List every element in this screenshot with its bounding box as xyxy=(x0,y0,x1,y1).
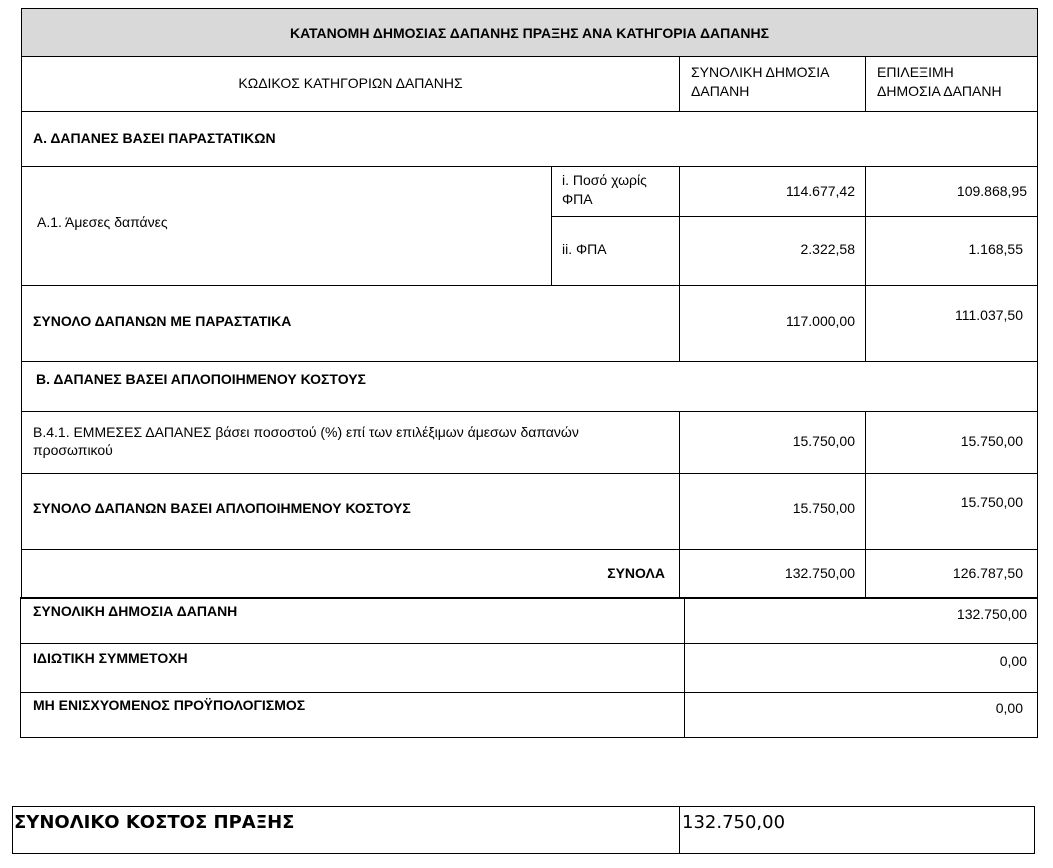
b41-label-cell xyxy=(21,411,680,474)
sum-a-label: ΣΥΝΟΛΟ ΔΑΠΑΝΩΝ ΜΕ ΠΑΡΑΣΤΑΤΙΚΑ xyxy=(33,313,292,329)
totals-label: ΣΥΝΟΛΑ xyxy=(607,565,665,581)
a1-ii-label: ii. ΦΠΑ xyxy=(562,241,607,257)
a1-i-eligible: 109.868,95 xyxy=(956,183,1027,199)
a1-ii-eligible: 1.168,55 xyxy=(968,241,1023,257)
public-value: 132.750,00 xyxy=(956,606,1027,622)
column-header-total-line1: ΣΥΝΟΛΙΚΗ ΔΗΜΟΣΙΑ xyxy=(691,64,830,80)
sum-a-eligible: 111.037,50 xyxy=(955,307,1023,323)
column-header-eligible-line2: ΔΗΜΟΣΙΑ ΔΑΠΑΝΗ xyxy=(877,83,1002,99)
public-label: ΣΥΝΟΛΙΚΗ ΔΗΜΟΣΙΑ ΔΑΠΑΝΗ xyxy=(33,603,238,619)
totals-total: 132.750,00 xyxy=(784,565,855,581)
private-value: 0,00 xyxy=(999,653,1027,669)
section-a-heading: Α. ΔΑΠΑΝΕΣ ΒΑΣΕΙ ΠΑΡΑΣΤΑΤΙΚΩΝ xyxy=(33,130,276,146)
unsubsidized-label: ΜΗ ΕΝΙΣΧΥΟΜΕΝΟΣ ΠΡΟΫΠΟΛΟΓΙΣΜΟΣ xyxy=(33,697,306,713)
sum-a-total: 117.000,00 xyxy=(785,313,855,329)
b41-label-line1: Β.4.1. ΕΜΜΕΣΕΣ ΔΑΠΑΝΕΣ βάσει ποσοστού (%) επί των επιλέξιμων άμεσων δαπανών xyxy=(33,424,579,440)
unsubsidized-value: 0,00 xyxy=(995,700,1023,716)
sum-b-label: ΣΥΝΟΛΟ ΔΑΠΑΝΩΝ ΒΑΣΕΙ ΑΠΛΟΠΟΙΗΜΕΝΟΥ ΚΟΣΤΟΥΣ xyxy=(33,500,411,516)
column-header-total-line2: ΔΑΠΑΝΗ xyxy=(691,83,750,99)
private-label: ΙΔΙΩΤΙΚΗ ΣΥΜΜΕΤΟΧΗ xyxy=(33,650,188,666)
sum-b-eligible-cell xyxy=(865,473,1038,550)
column-header-code: ΚΩΔΙΚΟΣ ΚΑΤΗΓΟΡΙΩΝ ΔΑΠΑΝΗΣ xyxy=(238,75,463,91)
total-cost-value: 132.750,00 xyxy=(682,812,786,833)
a1-i-total: 114.677,42 xyxy=(785,183,855,199)
a1-label: Α.1. Άμεσες δαπάνες xyxy=(37,214,168,230)
table-title: ΚΑΤΑΝΟΜΗ ΔΗΜΟΣΙΑΣ ΔΑΠΑΝΗΣ ΠΡΑΞΗΣ ΑΝΑ ΚΑΤΗΓΟΡΙΑ ΔΑΠΑΝΗΣ xyxy=(289,25,769,41)
a1-i-label-line2: ΦΠΑ xyxy=(562,191,593,207)
total-cost-label: ΣΥΝΟΛΙΚΟ ΚΟΣΤΟΣ ΠΡΑΞΗΣ xyxy=(14,812,295,833)
totals-eligible: 126.787,50 xyxy=(952,565,1023,581)
b41-label-line2: προσωπικού xyxy=(33,442,113,458)
a1-ii-total: 2.322,58 xyxy=(800,241,855,257)
sum-b-total: 15.750,00 xyxy=(792,500,855,516)
sum-b-eligible: 15.750,00 xyxy=(960,494,1023,510)
b41-eligible: 15.750,00 xyxy=(960,433,1023,449)
section-b-heading: Β. ΔΑΠΑΝΕΣ ΒΑΣΕΙ ΑΠΛΟΠΟΙΗΜΕΝΟΥ ΚΟΣΤΟΥΣ xyxy=(36,371,366,387)
column-header-eligible-line1: ΕΠΙΛΕΞΙΜΗ xyxy=(877,64,954,80)
b41-total: 15.750,00 xyxy=(792,433,855,449)
a1-i-label-line1: i. Ποσό χωρίς xyxy=(562,172,647,188)
